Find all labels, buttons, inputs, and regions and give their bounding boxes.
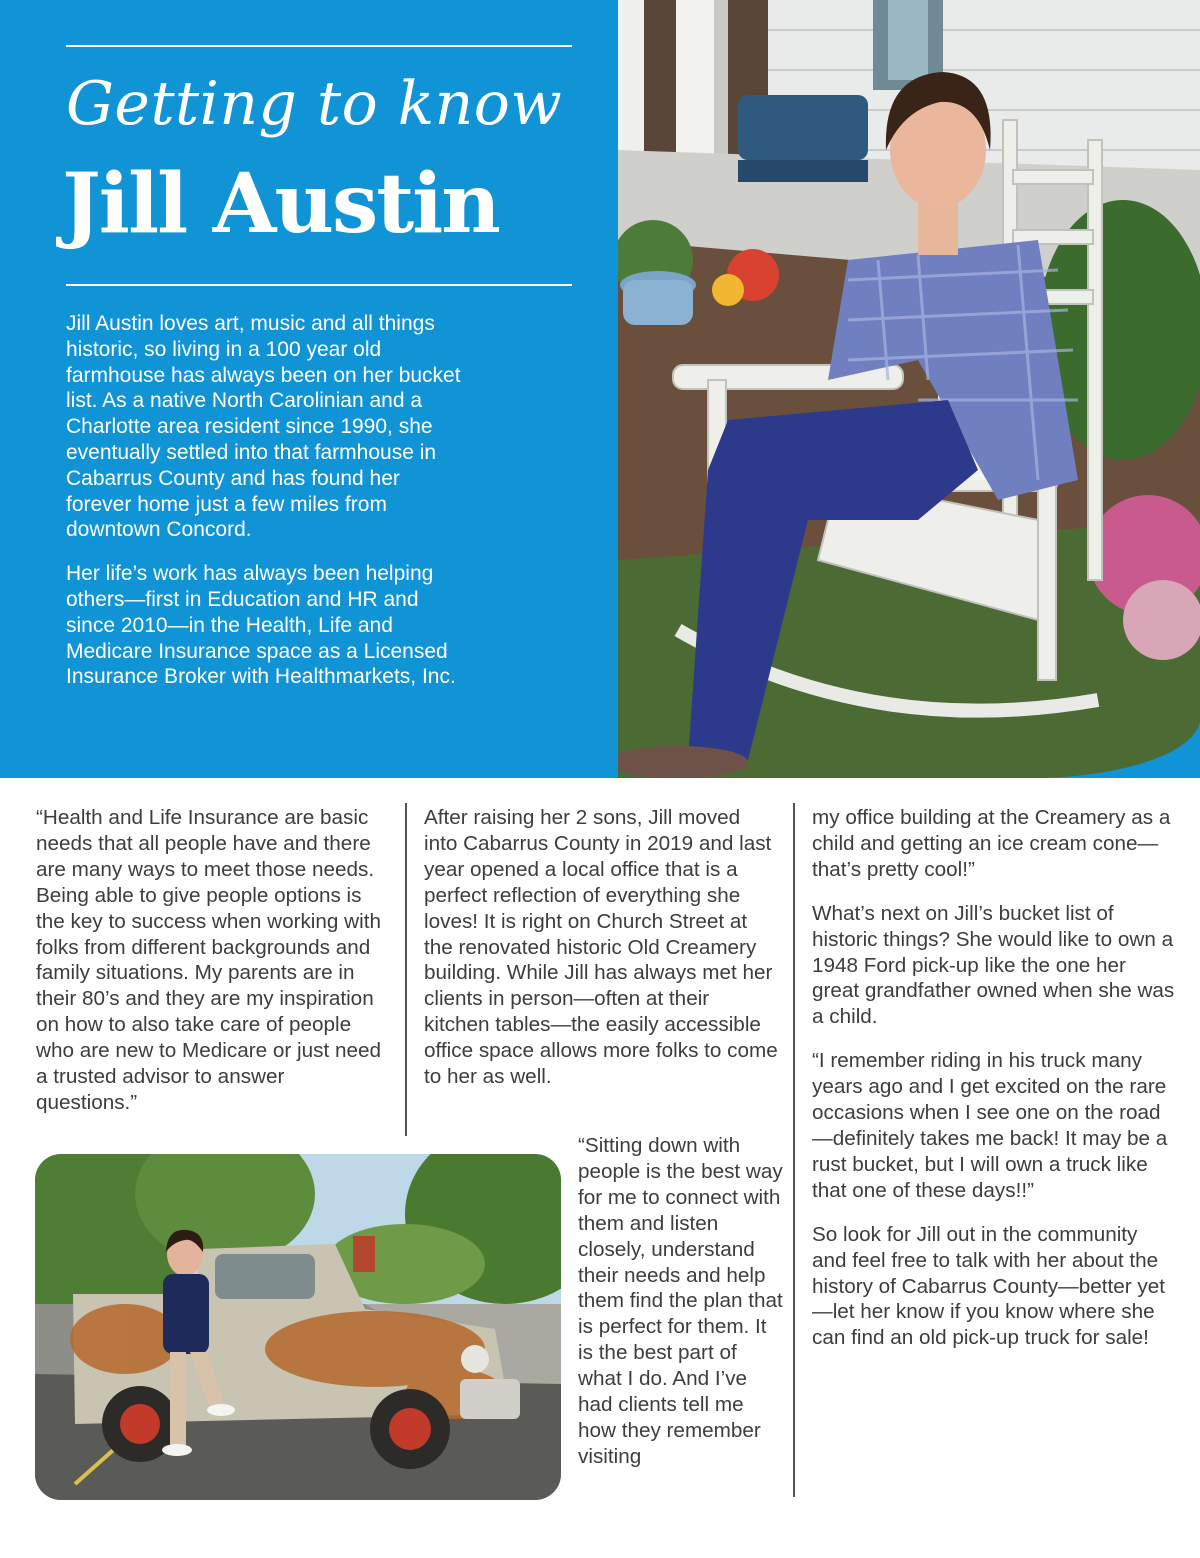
intro-paragraph: Jill Austin loves art, music and all things historic, so living in a 100 year old farmhouse has always been on her bucket list. As a native North Carolinian and a Charlotte area resident since 1990, she eventually settled into that farmhouse in Cabarrus County and has found her forever home just a few miles from downtown Concord.	[66, 312, 461, 542]
header-rule-bottom	[66, 284, 572, 286]
column-paragraph: “I remember riding in his truck many years ago and I get excited on the rare occasions when I see one on the road—definitely takes me back! It may be a rust bucket, but I will own a truck like that one of these days!!”	[812, 1049, 1168, 1202]
article-column-3	[812, 805, 1177, 1369]
article-column-1	[36, 805, 381, 1134]
article-kicker: Getting to know	[66, 69, 563, 139]
column-paragraph: “Health and Life Insurance are basic needs that all people have and there are many ways to meet those needs. Being able to give people options is the key to success when working with folks from different backgrounds and family situations. My parents are in their 80’s and they are my inspiration on how to also take care of people who are new to Medicare or just need a trusted advisor to answer questions.”	[36, 806, 381, 1114]
article-column-2	[424, 805, 779, 1108]
intro-text	[66, 311, 466, 708]
header-rule-top	[66, 45, 572, 47]
pickup-truck-photo	[35, 1154, 561, 1500]
column-paragraph: “Sitting down with people is the best way for me to connect with them and listen closely, understand their needs and help them find the plan that is perfect for them. It is the best part of what I do. And I’ve had clients tell me how they remember visiting	[578, 1134, 783, 1468]
article-title: Jill Austin	[62, 156, 499, 252]
column-paragraph: After raising her 2 sons, Jill moved into Cabarrus County in 2019 and last year opened a local office that is a perfect reflection of everything she loves! It is right on Church Street at the renovated historic Old Creamery building. While Jill has always met her clients in person—often at their kitchen tables—the easily accessible office space allows more folks to come to her as well.	[424, 806, 778, 1089]
column-paragraph: my office building at the Creamery as a child and getting an ice cream cone—that’s pretty cool!”	[812, 806, 1171, 881]
article-column-2-continued	[578, 1133, 783, 1488]
column-divider	[793, 803, 795, 1497]
column-paragraph: What’s next on Jill’s bucket list of historic things? She would like to own a 1948 Ford pick-up like the one her great grandfather owned when she was a child.	[812, 901, 1175, 1029]
porch-portrait-photo	[618, 0, 1200, 778]
intro-paragraph: Her life’s work has always been helping others—first in Education and HR and since 2010—in the Health, Life and Medicare Insurance space as a Licensed Insurance Broker with Healthmarkets, Inc.	[66, 562, 456, 689]
column-divider	[405, 803, 407, 1136]
column-paragraph: So look for Jill out in the community and feel free to talk with her about the history of Cabarrus County—better yet—let her know if you know where she can find an old pick-up truck for sale!	[812, 1222, 1165, 1350]
